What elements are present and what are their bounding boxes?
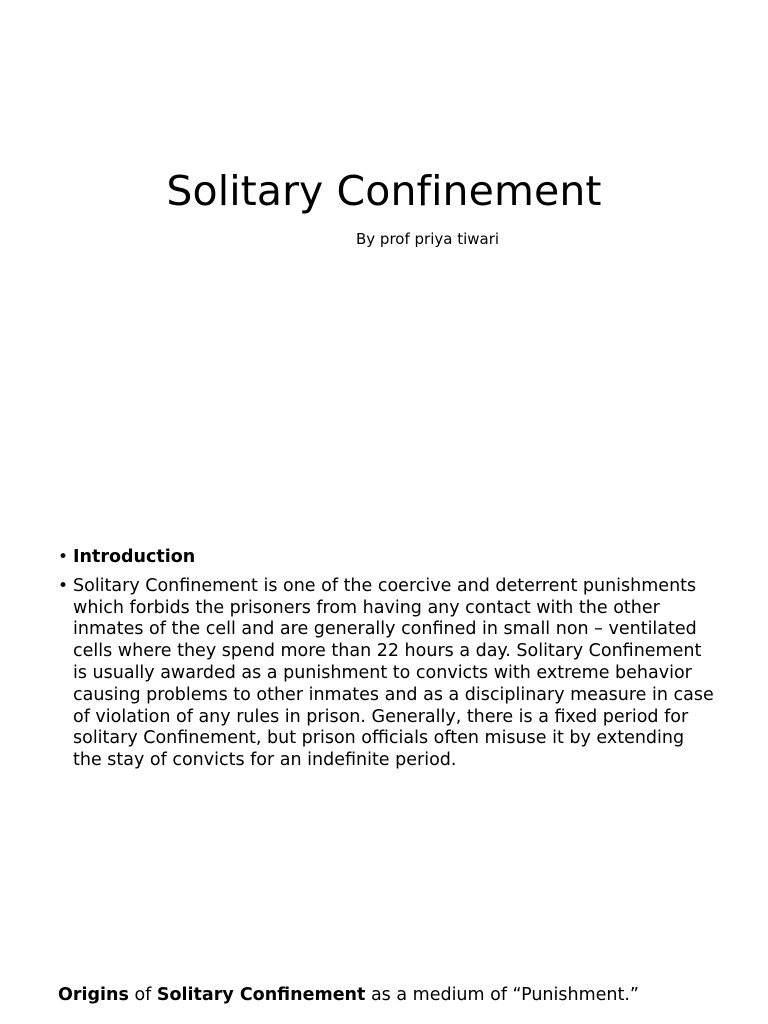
- bullet-item-body: [58, 576, 718, 772]
- author-subtitle: By prof priya tiwari: [356, 230, 500, 248]
- introduction-heading: Introduction: [73, 547, 196, 567]
- origins-connector: of: [128, 985, 157, 1005]
- solitary-confinement-phrase: Solitary Confinement: [156, 985, 366, 1005]
- origins-heading-line: [58, 983, 639, 1007]
- introduction-paragraph: Solitary Confinement is one of the coercive and deterrent punishments which forbids the prisoners from having any contact with the other inmates of the cell and are generally confined in small non – ventilated cells where they spend more than 22 hours a day. Solitary Confinement is usually awarded as a punishment to convicts with extreme behavior causing problems to other inmates and as a disciplinary measure in case of violation of any rules in prison. Generally, there is a fixed period for solitary Confinement, but prison officials often misuse it by extending the stay of convicts for an indefinite period.: [73, 575, 714, 771]
- punishment-phrase: as a medium of “Punishment.”: [365, 985, 639, 1005]
- page-title: Solitary Confinement: [166, 167, 602, 215]
- introduction-section: [58, 547, 718, 772]
- bullet-item-introduction: [58, 547, 718, 569]
- origins-word: Origins: [58, 985, 129, 1005]
- bullet-icon: •: [58, 547, 69, 567]
- bullet-icon: •: [58, 575, 69, 596]
